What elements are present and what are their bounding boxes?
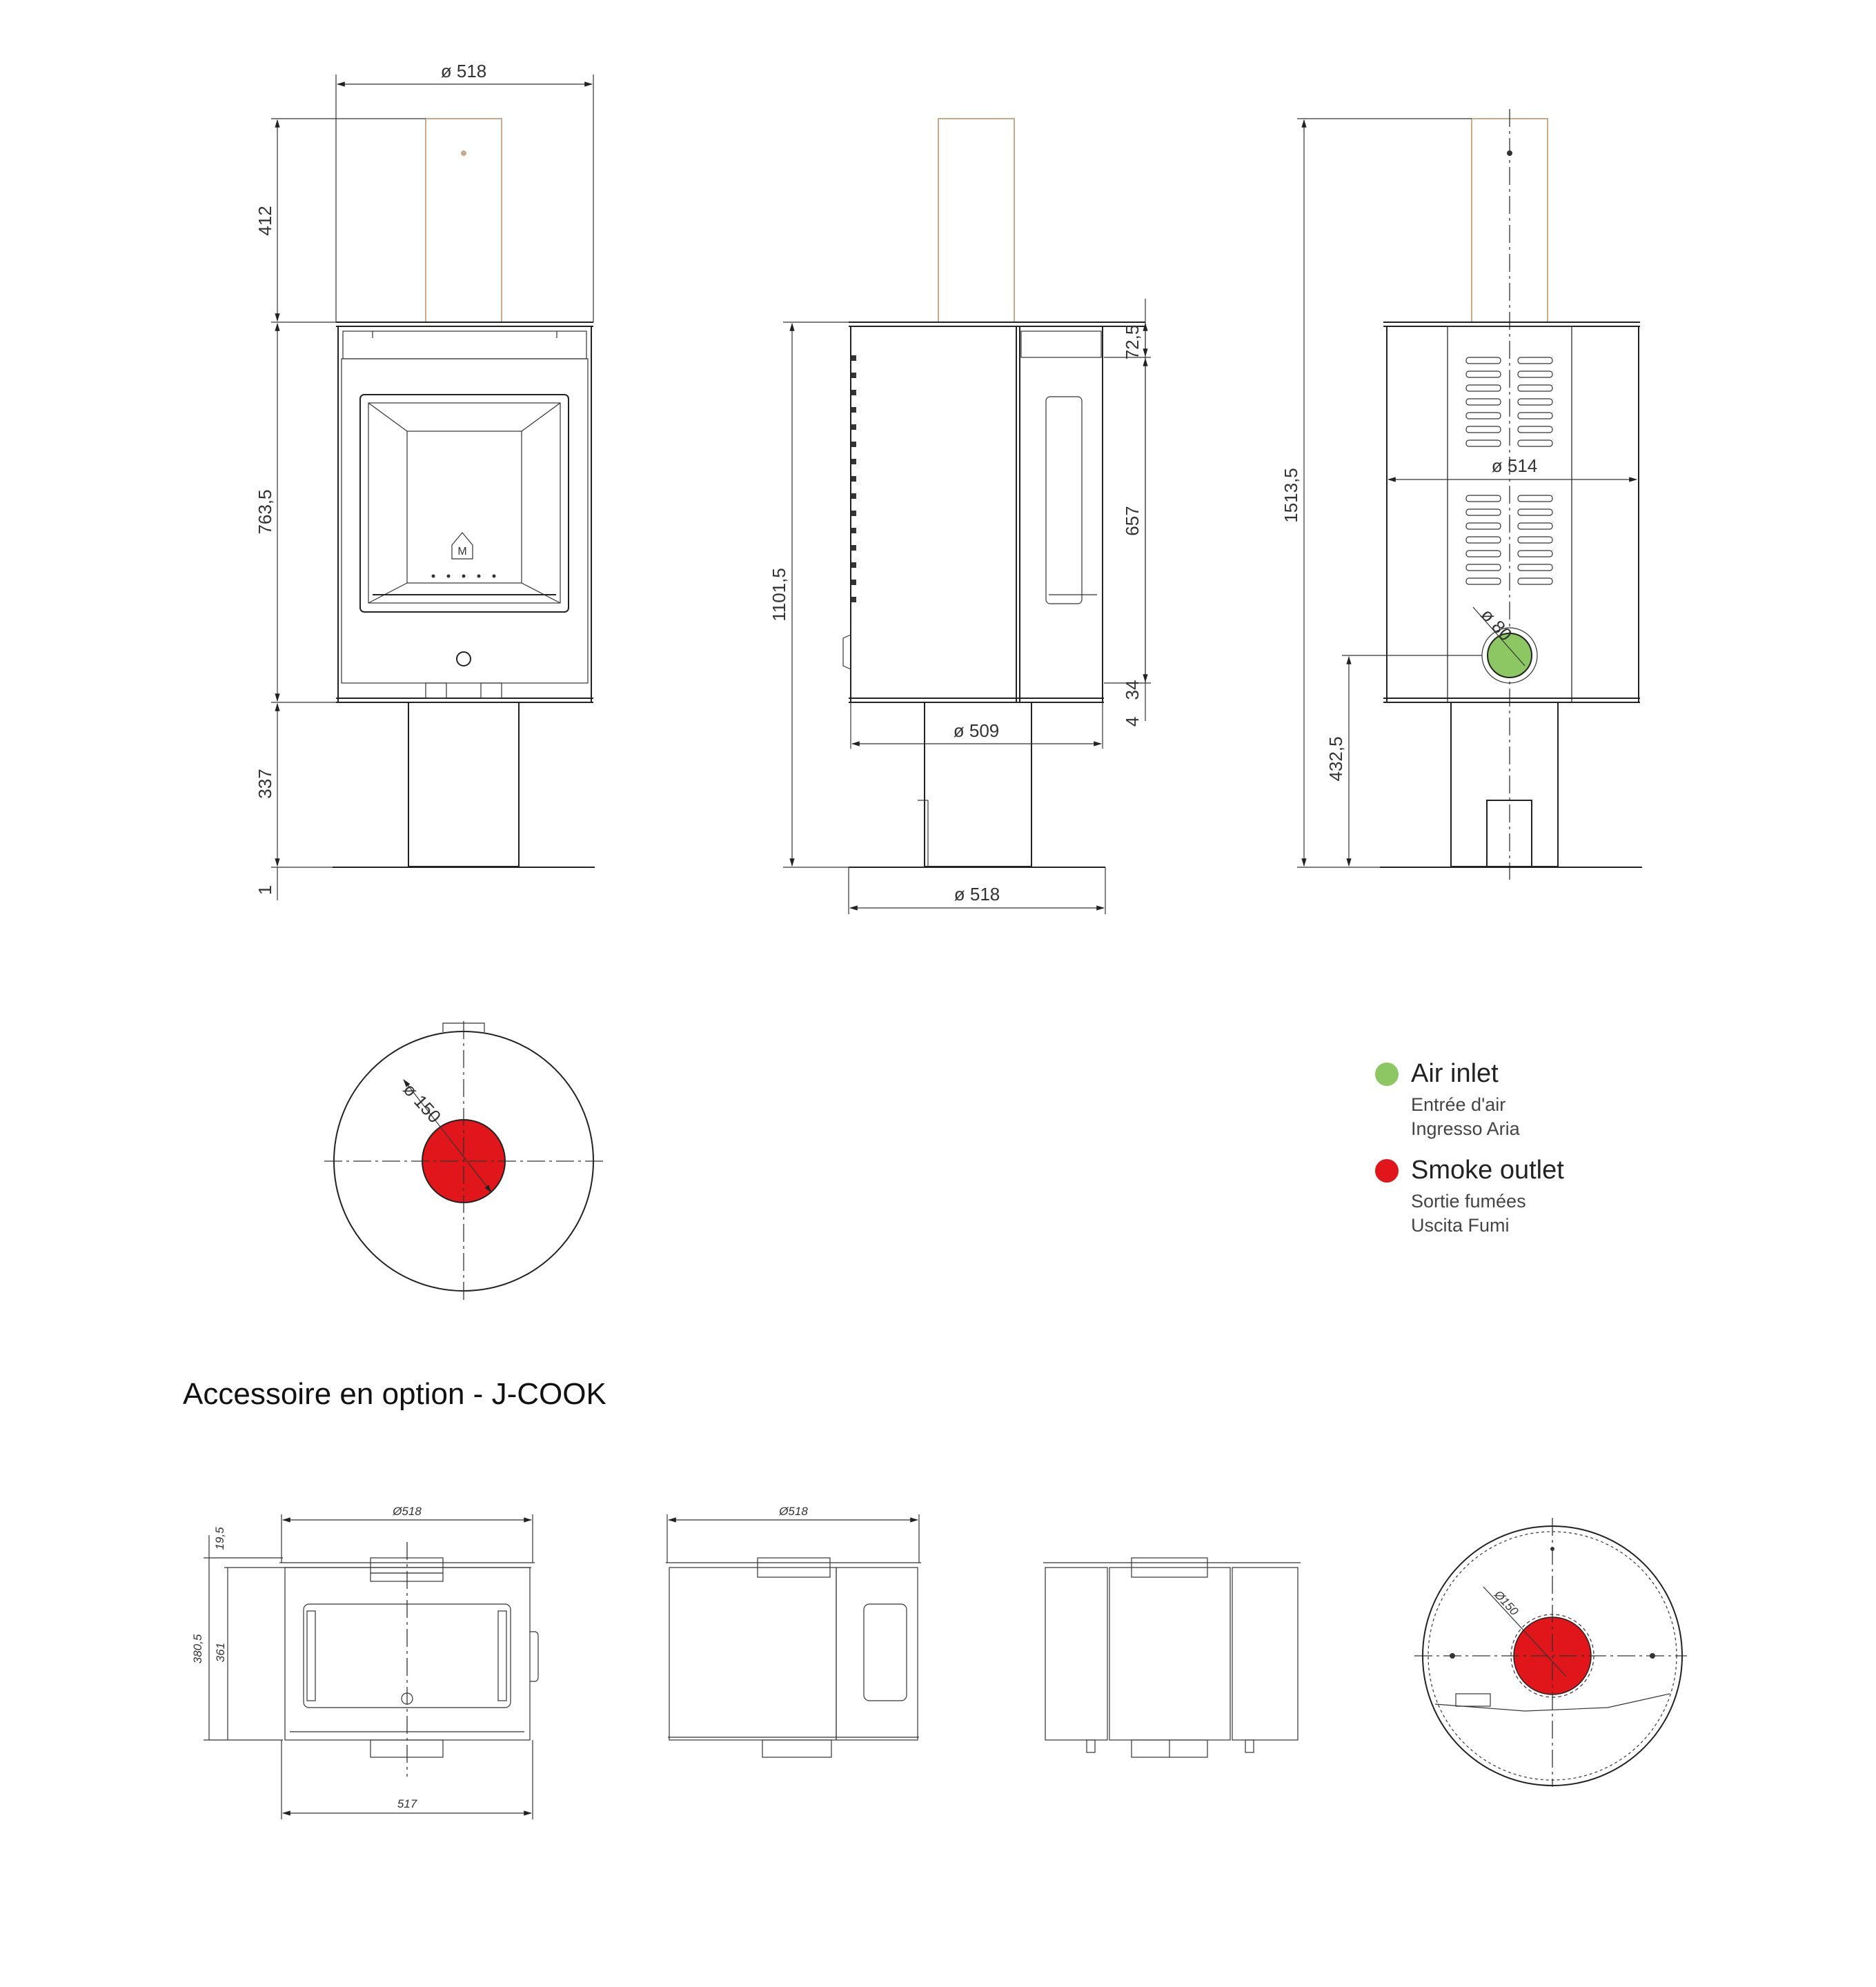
handle-logo-icon: [457, 652, 471, 666]
legend-air-inlet-it: Ingresso Aria: [1411, 1118, 1520, 1139]
flue-pipe-side: [938, 119, 1014, 322]
vent-slots: [851, 355, 856, 602]
acc-front-dim-bottom: 517: [397, 1797, 417, 1810]
dim-top-plate: 72,5: [1122, 324, 1143, 360]
dim-air-inlet-diameter: ø 80: [1477, 604, 1517, 645]
rear-view: [1281, 109, 1642, 880]
legend-smoke-outlet-swatch: [1375, 1159, 1399, 1183]
accessory-side-view: [666, 1505, 921, 1757]
fire-door: [360, 395, 569, 612]
svg-text:M: M: [457, 546, 467, 557]
acc-front-dim-19-5: 19,5: [213, 1527, 226, 1550]
dim-base: 1: [255, 884, 275, 896]
accessory-back-view: [1043, 1558, 1301, 1757]
legend-smoke-outlet-it: Uscita Fumi: [1411, 1215, 1510, 1236]
dim-side-total-height: 1101,5: [769, 568, 789, 622]
pedestal: [408, 702, 519, 867]
dim-rear-diameter: ø 514: [1491, 455, 1538, 476]
dim-bottom-34: 34: [1122, 680, 1143, 700]
side-view: [769, 119, 1151, 914]
legend-smoke-outlet-title: Smoke outlet: [1411, 1156, 1564, 1185]
dim-front-top-diameter: ø 518: [440, 61, 487, 81]
accessory-front-view: [191, 1505, 538, 1819]
acc-top-dim-flue: Ø150: [1492, 1588, 1521, 1619]
accessory-title: Accessoire en option - J-COOK: [183, 1377, 606, 1411]
air-inlet-marker: [1488, 633, 1532, 678]
side-panel: [851, 326, 1016, 702]
legend-air-inlet-swatch: [1375, 1062, 1399, 1086]
dim-overall-height: 1513,5: [1281, 468, 1301, 523]
front-view: [255, 61, 595, 900]
dim-body-diameter: ø 509: [953, 720, 1000, 741]
dim-air-inlet-height: 432,5: [1325, 736, 1346, 782]
dim-flue-height: 412: [255, 206, 275, 236]
top-view: [324, 1021, 606, 1303]
pedestal-rear: [1451, 702, 1558, 867]
legend-smoke-outlet-fr: Sortie fumées: [1411, 1191, 1526, 1212]
dim-pedestal-height: 337: [255, 769, 275, 799]
dim-bottom-4: 4: [1122, 716, 1143, 727]
dim-body-height: 763,5: [255, 489, 275, 535]
accessory-top-view: [1414, 1518, 1687, 1787]
acc-front-dim-361: 361: [214, 1642, 227, 1663]
dim-base-diameter: ø 518: [954, 884, 1000, 904]
acc-front-dim-380-5: 380,5: [191, 1634, 204, 1664]
side-door: [1020, 326, 1103, 702]
acc-front-dim-top: Ø518: [393, 1505, 422, 1518]
dim-door-height: 657: [1122, 506, 1143, 536]
legend-air-inlet-fr: Entrée d'air: [1411, 1094, 1506, 1115]
acc-side-dim-top: Ø518: [779, 1505, 808, 1518]
flue-pipe: [426, 119, 502, 322]
stove-body: [338, 326, 591, 702]
legend: [1375, 1059, 1564, 1236]
legend-air-inlet-title: Air inlet: [1411, 1059, 1499, 1088]
dim-flue-diameter: ø 150: [399, 1078, 446, 1127]
